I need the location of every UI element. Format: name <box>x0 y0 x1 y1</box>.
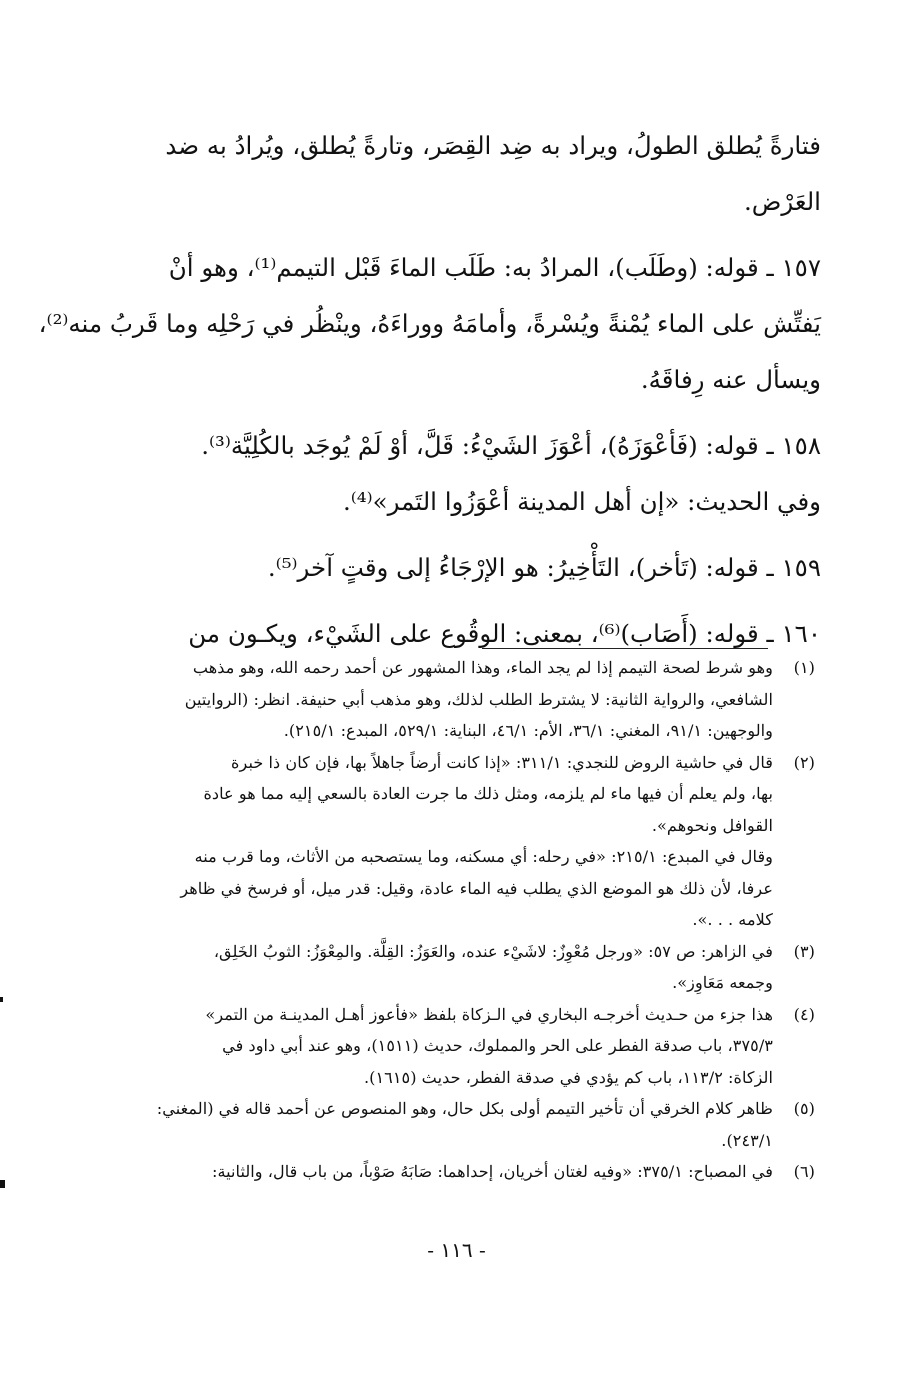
text-line: وفي الحديث: «إن أهل المدينة أعْوَزُوا التَمر»⁽⁴⁾. <box>342 487 821 516</box>
footnote-line: بها، ولم يعلم أن فيها ماء لم يلزمه، ومثل ذلك ما جرت العادة بالسعي إليه مما هو عادة <box>203 784 773 803</box>
footnote-number: (٣) <box>793 941 815 961</box>
footnote-6 <box>97 1156 815 1188</box>
text-line: فتارةً يُطلق الطولُ، ويراد به ضِد القِصَر، وتارةً يُطلق، ويُرادُ به ضد <box>165 131 821 160</box>
text-line: ١٥٩ ـ قوله: (تَأخر)، التَأْخِيرُ: هو الإرْجَاءُ إلى وقتٍ آخر⁽⁵⁾. <box>267 553 821 582</box>
footnote-line: ٢٤٣/١). <box>721 1130 773 1150</box>
footnote-number: (٥) <box>793 1099 815 1118</box>
footnote-line: وهو شرط لصحة التيمم إذا لم يجد الماء، وهذا المشهور عن أحمد رحمه الله، وهو مذهب <box>192 658 773 677</box>
footnote-line: عرفا، لأن ذلك هو الموضع الذي يطلب فيه الماء عادة، وقيل: قدر ميل، أو فرسخ في ظاهر <box>180 878 773 898</box>
text-line: ١٦٠ ـ قوله: (أَصَاب)⁽⁶⁾، بمعنى: الوقُوع على الشَيْء، ويكـون من <box>188 619 821 648</box>
footnote-line: قال في حاشية الروض للنجدي: ٣١١/١: «إذا كانت أرضاً جاهلاً بها، فإن كان ذا خبرة <box>231 752 773 772</box>
footnote-line: القوافل ونحوهم». <box>651 815 773 835</box>
scan-mark <box>0 1180 5 1188</box>
footnote-3 <box>97 936 815 999</box>
footnote-2 <box>97 747 815 936</box>
footnote-number: (٤) <box>793 1004 815 1024</box>
footnote-line: في المصباح: ٣٧٥/١: «وفيه لغتان أخريان، إحداهما: صَابَهُ صَوْباً، من باب قال، والثانية: <box>212 1162 773 1181</box>
text-line: ويسأل عنه رِفاقَهُ. <box>640 365 821 394</box>
footnote-line: الشافعي، والرواية الثانية: لا يشترط الطلب لذلك، وهو مذهب أبي حنيفة. انظر: (الروايتين <box>184 689 773 709</box>
paragraph-158 <box>99 418 821 530</box>
paragraph-159 <box>99 540 821 596</box>
footnote-line: هذا جزء من حـديث أخرجـه البخاري في الـزكاة بلفظ «فأعوز أهـل المدينـة من التمر» <box>205 1004 773 1024</box>
footnote-number: (١) <box>793 658 815 677</box>
footnote-line: والوجهين: ٩١/١، المغني: ٣٦/١، الأم: ٤٦/١، البناية: ٥٢٩/١، المبدع: ٢١٥/١). <box>283 721 773 740</box>
footnote-line: ٣٧٥/٣، باب صدقة الفطر على الحر والمملوك، حديث (١٥١١)، وهو عند أبي داود في <box>222 1036 773 1055</box>
footnote-number: (٢) <box>793 752 815 772</box>
footnote-line: في الزاهر: ص ٥٧: «ورجل مُعْوِزٌ: لاشَيْء عنده، والعَوَزُ: القِلَّة. والمِعْوَزُ: الثوبُ الخَلِق، <box>213 941 773 961</box>
text-line: ١٥٨ ـ قوله: (فَأعْوَزَهُ)، أعْوَزَ الشَيْءُ: قَلَّ، أوْ لَمْ يُوجَد بالكُلِيَّة⁽³⁾. <box>201 431 821 460</box>
text-line: ١٥٧ ـ قوله: (وطَلَب)، المرادُ به: طَلَب الماءَ قَبْل التيمم⁽¹⁾، وهو أنْ <box>168 253 821 282</box>
footnote-line: الزكاة: ١١٣/٢، باب كم يؤدي في صدقة الفطر، حديث (١٦١٥). <box>363 1067 773 1087</box>
paragraph-157 <box>38 240 821 408</box>
text-line: العَرْض. <box>743 187 821 216</box>
footnotes <box>97 652 815 1188</box>
footnote-5 <box>97 1093 815 1156</box>
footnote-line: كلامه . . .». <box>692 910 773 929</box>
footnote-line: وقال في المبدع: ٢١٥/١: «في رحله: أي مسكنه، وما يستصحبه من الأثاث، وما قرب منه <box>194 847 773 866</box>
footnote-number: (٦) <box>793 1162 815 1181</box>
main-text <box>38 118 821 672</box>
page-number: - ١١٦ - <box>427 1238 486 1262</box>
footnote-line: ظاهر كلام الخرقي أن تأخير التيمم أولى بكل حال، وهو المنصوص عن أحمد قاله في (المغني: <box>156 1099 773 1118</box>
footnote-line: وجمعه مَعَاوِز». <box>672 973 773 992</box>
text-line: يَفتِّش على الماء يُمْنةً ويُسْرةً، وأمامَهُ ووراءَهُ، وينْظُر في رَحْلِه وما قَربُ منه⁽²⁾، <box>38 309 821 338</box>
scan-mark <box>0 997 3 1002</box>
footnote-4 <box>97 999 815 1094</box>
paragraph-length <box>99 118 821 230</box>
footnote-1 <box>97 652 815 747</box>
footnote-divider <box>482 648 768 649</box>
